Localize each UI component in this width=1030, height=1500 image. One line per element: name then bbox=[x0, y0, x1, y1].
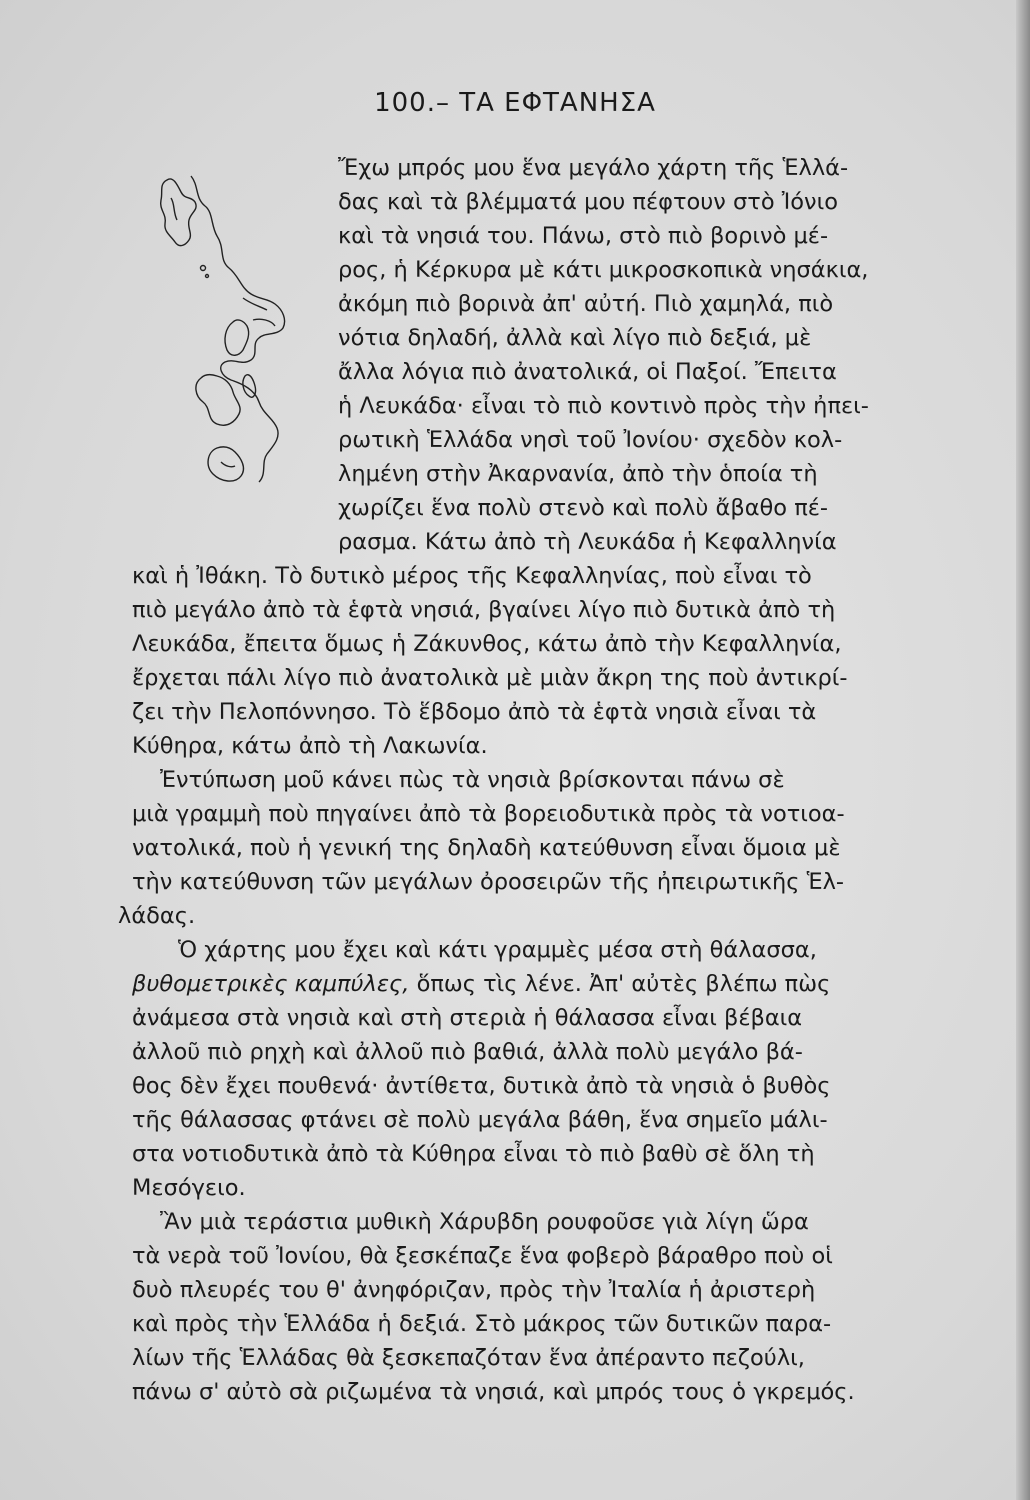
text-line: λίων τῆς Ἑλλάδας θὰ ξεσκεπαζόταν ἕνα ἀπέραντο πεζούλι, bbox=[132, 1345, 805, 1371]
text-line: θος δὲν ἔχει πουθενά· ἀντίθετα, δυτικὰ ἀπὸ τὰ νησιὰ ὁ βυθὸς bbox=[132, 1073, 831, 1099]
zakynthos-island-shape bbox=[208, 447, 243, 481]
kefalonia-island-shape bbox=[196, 375, 240, 426]
page-edge-shadow bbox=[1016, 0, 1030, 1500]
text-line bbox=[132, 969, 830, 999]
text-line: δυὸ πλευρές του θ' ἀνηφόριζαν, πρὸς τὴν Ἰταλία ἡ ἀριστερὴ bbox=[132, 1277, 816, 1303]
text-line: Ἔχω μπρός μου ἕνα μεγάλο χάρτη τῆς Ἑλλά- bbox=[338, 155, 849, 181]
text-line: ζει τὴν Πελοπόννησο. Τὸ ἕβδομο ἀπὸ τὰ ἑφτὰ νησιὰ εἶναι τὰ bbox=[132, 699, 817, 725]
text-line: ρος, ἡ Κέρκυρα μὲ κάτι μικροσκοπικὰ νησάκια, bbox=[338, 257, 869, 283]
text-line: νατολικά, ποὺ ἡ γενική της δηλαδὴ κατεύθυνση εἶναι ὅμοια μὲ bbox=[132, 835, 841, 861]
lefkada-island-shape bbox=[225, 320, 249, 355]
text-line: στα νοτιοδυτικὰ ἀπὸ τὰ Κύθηρα εἶναι τὸ πιὸ βαθὺ σὲ ὅλη τὴ bbox=[132, 1141, 815, 1167]
text-line: ἀκόμη πιὸ βορινὰ ἀπ' αὐτή. Πιὸ χαμηλά, πιὸ bbox=[338, 291, 834, 317]
text-line: ἔρχεται πάλι λίγο πιὸ ἀνατολικὰ μὲ μιὰν ἄκρη της ποὺ ἀντικρί- bbox=[132, 665, 848, 691]
text-line: μιὰ γραμμὴ ποὺ πηγαίνει ἀπὸ τὰ βορειοδυτικὰ πρὸς τὰ νοτιοα- bbox=[132, 801, 845, 827]
text-line: λημένη στὴν Ἀκαρνανία, ἀπὸ τὴν ὁποία τὴ bbox=[338, 461, 818, 487]
text-line: Ἂν μιὰ τεράστια μυθικὴ Χάρυβδη ρουφοῦσε γιὰ λίγη ὥρα bbox=[160, 1209, 809, 1235]
zakynthos-detail bbox=[221, 462, 235, 467]
italic-term: βυθομετρικὲς καμπύλες, bbox=[132, 971, 410, 997]
text-line: πιὸ μεγάλο ἀπὸ τὰ ἑφτὰ νησιά, βγαίνει λίγο πιὸ δυτικὰ ἀπὸ τὴ bbox=[132, 597, 836, 623]
mainland-coastline bbox=[191, 176, 285, 482]
text-line: καὶ πρὸς τὴν Ἑλλάδα ἡ δεξιά. Στὸ μάκρος τῶν δυτικῶν παρα- bbox=[132, 1311, 832, 1337]
text-line: ἀλλοῦ πιὸ ρηχὴ καὶ ἀλλοῦ πιὸ βαθιά, ἀλλὰ πολὺ μεγάλο βά- bbox=[132, 1039, 803, 1065]
text-line: ρασμα. Κάτω ἀπὸ τὴ Λευκάδα ἡ Κεφαλληνία bbox=[338, 529, 837, 555]
text-line: χωρίζει ἕνα πολὺ στενὸ καὶ πολὺ ἄβαθο πέ- bbox=[338, 495, 829, 521]
text-line: τὴν κατεύθυνση τῶν μεγάλων ὀροσειρῶν τῆς ἠπειρωτικῆς Ἑλ- bbox=[132, 869, 845, 895]
coast-detail-b bbox=[253, 319, 275, 326]
text-line: ἡ Λευκάδα· εἶναι τὸ πιὸ κοντινὸ πρὸς τὴν ἠπει- bbox=[338, 393, 869, 419]
paxoi-islet bbox=[201, 266, 206, 271]
corfu-island-shape bbox=[161, 179, 196, 246]
text-line: Κύθηρα, κάτω ἀπὸ τὴ Λακωνία. bbox=[132, 733, 488, 759]
text-line: καὶ ἡ Ἰθάκη. Τὸ δυτικὸ μέρος τῆς Κεφαλληνίας, ποὺ εἶναι τὸ bbox=[132, 563, 812, 589]
text-line: Ὁ χάρτης μου ἔχει καὶ κάτι γραμμὲς μέσα στὴ θάλασσα, bbox=[178, 937, 817, 963]
text-line: τὰ νερὰ τοῦ Ἰονίου, θὰ ξεσκέπαζε ἕνα φοβερὸ βάραθρο ποὺ οἱ bbox=[132, 1243, 833, 1269]
text-line: ρωτικὴ Ἑλλάδα νησὶ τοῦ Ἰονίου· σχεδὸν κολ- bbox=[338, 427, 843, 453]
text-line: λάδας. bbox=[118, 903, 196, 929]
text-line: πάνω σ' αὐτὸ σὰ ριζωμένα τὰ νησιά, καὶ μπρός τους ὁ γκρεμός. bbox=[132, 1379, 855, 1405]
text-line: καὶ τὰ νησιά του. Πάνω, στὸ πιὸ βορινὸ μέ- bbox=[338, 223, 829, 249]
text-line: Ἐντύπωση μοῦ κάνει πὼς τὰ νησιὰ βρίσκονται πάνω σὲ bbox=[160, 767, 785, 793]
text-line: νότια δηλαδή, ἀλλὰ καὶ λίγο πιὸ δεξιά, μὲ bbox=[338, 325, 812, 351]
text-line: τῆς θάλασσας φτάνει σὲ πολὺ μεγάλα βάθη, ἕνα σημεῖο μάλι- bbox=[132, 1107, 828, 1133]
text-line: Μεσόγειο. bbox=[132, 1175, 246, 1201]
page-title: 100.– ΤΑ ΕΦΤΑΝΗΣΑ bbox=[374, 88, 656, 118]
text-line: δας καὶ τὰ βλέμματά μου πέφτουν στὸ Ἰόνιο bbox=[338, 189, 839, 215]
antipaxoi-islet bbox=[206, 275, 209, 278]
text-line: ἀνάμεσα στὰ νησιὰ καὶ στὴ στεριὰ ἡ θάλασσα εἶναι βέβαια bbox=[132, 1005, 803, 1031]
text-line: ἄλλα λόγια πιὸ ἀνατολικά, οἱ Παξοί. Ἔπειτα bbox=[338, 359, 837, 385]
corfu-detail bbox=[171, 198, 177, 220]
text-line: Λευκάδα, ἔπειτα ὅμως ἡ Ζάκυνθος, κάτω ἀπὸ τὴν Κεφαλληνία, bbox=[132, 631, 842, 657]
ionian-islands-map bbox=[155, 170, 305, 500]
text-span: ὅπως τὶς λένε. Ἀπ' αὐτὲς βλέπω πὼς bbox=[409, 971, 831, 997]
coast-detail-a bbox=[243, 298, 267, 310]
